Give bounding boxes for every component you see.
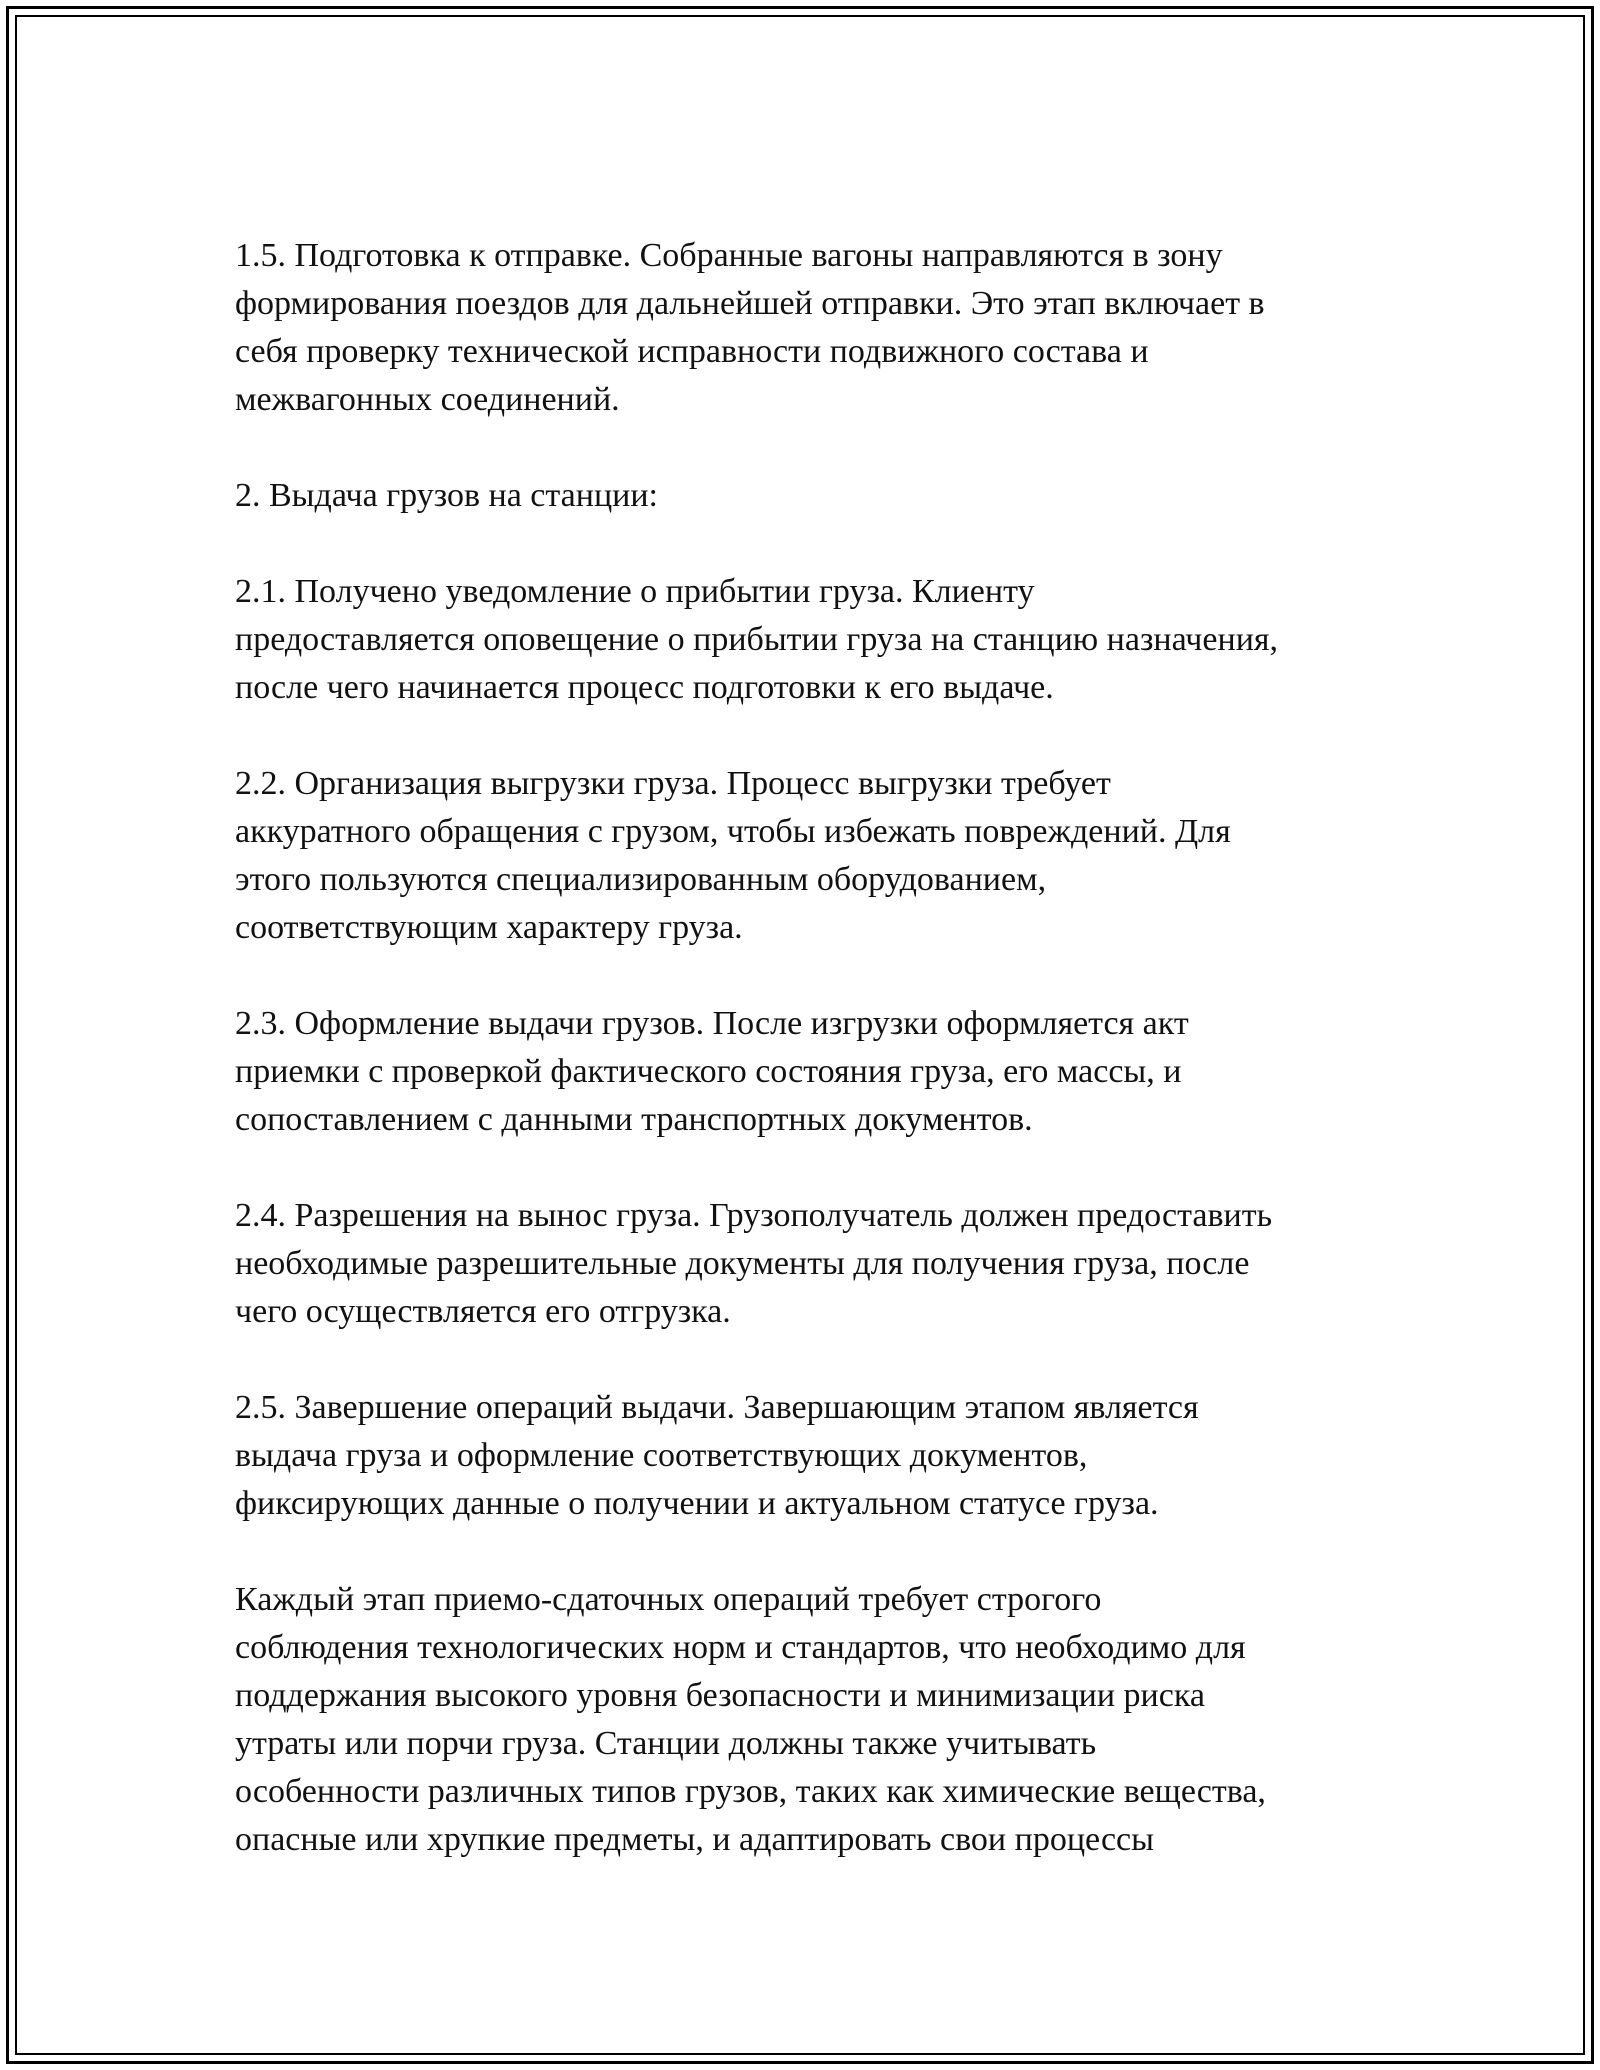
paragraph-2-2-unloading: 2.2. Организация выгрузки груза. Процесс выгрузки требует аккуратного обращения с грузом, чтобы избежать повреждений. Для этого пользуются специализированным оборудованием, соответствующим характеру груза.: [235, 765, 1231, 946]
paragraph-1-5-preparation: 1.5. Подготовка к отправке. Собранные вагоны направляются в зону формирования поездов для дальнейшей отправки. Это этап включает в себя проверку технической исправности подвижного состава и межвагонных соединений.: [235, 237, 1265, 418]
paragraph-2-3-delivery-docs: 2.3. Оформление выдачи грузов. После изгрузки оформляется акт приемки с проверкой фактического состояния груза, его массы, и сопоставлением с данными транспортных документов.: [235, 1005, 1189, 1138]
document-body: [235, 232, 1385, 1864]
paragraph-2-5-completion: 2.5. Завершение операций выдачи. Завершающим этапом является выдача груза и оформление соответствующих документов, фиксирующих данные о получении и актуальном статусе груза.: [235, 1389, 1199, 1522]
paragraph-conclusion: Каждый этап приемо-сдаточных операций требует строгого соблюдения технологических норм и стандартов, что необходимо для поддержания высокого уровня безопасности и минимизации риска утраты или порчи груза. Станции должны также учитывать особенности различных типов грузов, таких как химические вещества, опасные или хрупкие предметы, и адаптировать свои процессы: [235, 1581, 1266, 1858]
section-heading-cargo-delivery: 2. Выдача грузов на станции:: [235, 477, 658, 514]
paragraph-2-1-arrival-notice: 2.1. Получено уведомление о прибытии груза. Клиенту предоставляется оповещение о прибытии груза на станцию назначения, после чего начинается процесс подготовки к его выдаче.: [235, 573, 1279, 706]
paragraph-2-4-release-permits: 2.4. Разрешения на вынос груза. Грузополучатель должен предоставить необходимые разрешительные документы для получения груза, после чего осуществляется его отгрузка.: [235, 1197, 1273, 1330]
